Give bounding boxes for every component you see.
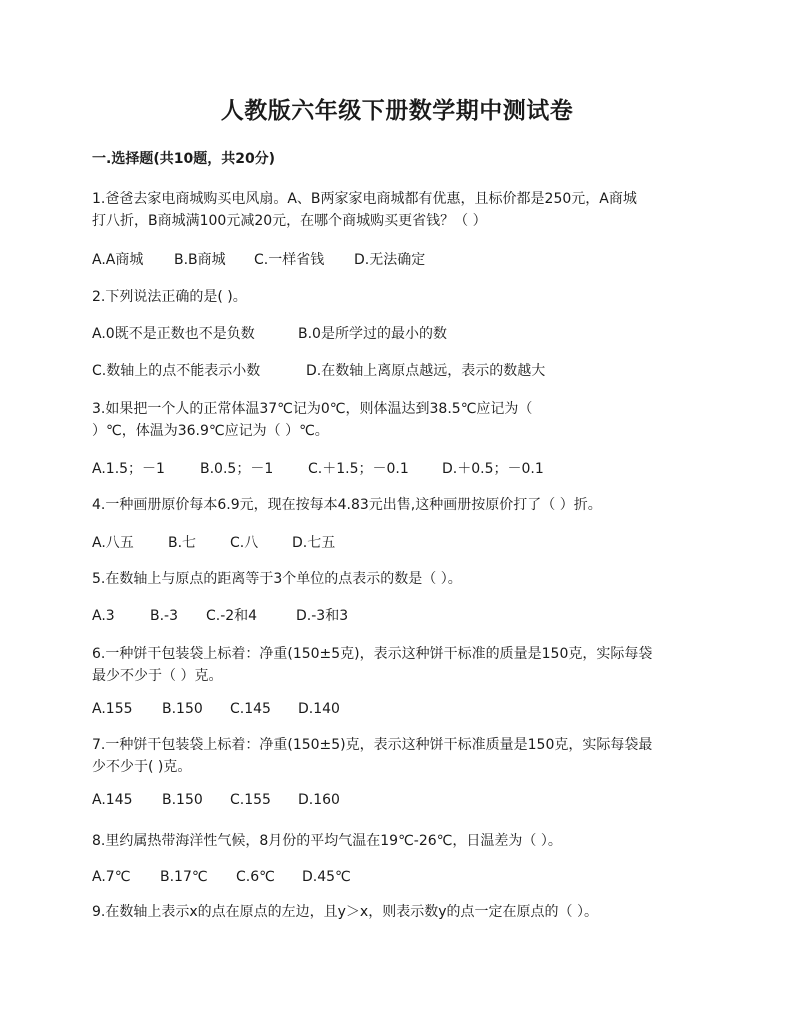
question-5-option-a: A.3 [92,608,115,624]
question-1-line-2: 打八折，B商城满100元减20元，在哪个商城购买更省钱？（ ） [92,213,487,229]
question-3-line-2: ）℃，体温为36.9℃应记为（ ）℃。 [92,423,329,439]
question-2-option-a: A.0既不是正数也不是负数 [92,326,255,342]
question-5-option-c: C.-2和4 [206,608,258,624]
question-3-option-c: C.＋1.5；－0.1 [308,461,409,477]
question-4-option-a: A.八五 [92,535,134,551]
question-7-options [92,789,340,811]
question-6-line-1: 6.一种饼干包装袋上标着：净重(150±5克)，表示这种饼干标准的质量是150克，实际每袋 [92,646,653,662]
question-3-option-a: A.1.5；－1 [92,461,165,477]
question-7-option-a: A.145 [92,792,133,808]
question-9-line-1: 9.在数轴上表示x的点在原点的左边，且y＞x，则表示数y的点一定在原点的（ ）。 [92,904,598,920]
question-4-line-1: 4.一种画册原价每本6.9元，现在按每本4.83元出售,这种画册按原价打了（ ）折。 [92,497,602,513]
question-5-line-1: 5.在数轴上与原点的距离等于3个单位的点表示的数是（ ）。 [92,571,462,587]
question-7-line-2: 少不少于( )克。 [92,759,192,775]
question-1-option-d: D.无法确定 [354,252,426,268]
question-7-line-1: 7.一种饼干包装袋上标着：净重(150±5)克，表示这种饼干标准质量是150克，实际每袋最 [92,737,653,753]
question-2-option-c: C.数轴上的点不能表示小数 [92,363,261,379]
page-title: 人教版六年级下册数学期中测试卷 [220,98,574,124]
question-8-option-c: C.6℃ [236,869,275,885]
question-1-option-c: C.一样省钱 [254,252,325,268]
question-4-option-d: D.七五 [292,535,336,551]
question-8-line-1: 8.里约属热带海洋性气候，8月份的平均气温在19℃-26℃，日温差为（ ）。 [92,833,562,849]
question-8-option-d: D.45℃ [302,869,351,885]
question-4-option-b: B.七 [168,535,197,551]
question-7-option-b: B.150 [162,792,203,808]
question-2-line-1: 2.下列说法正确的是( )。 [92,289,247,305]
question-3-option-b: B.0.5；－1 [200,461,274,477]
question-1-option-b: B.B商城 [174,252,226,268]
question-3-option-d: D.＋0.5；－0.1 [442,461,544,477]
question-8-options [92,866,351,888]
question-6-option-c: C.145 [230,701,271,717]
question-3-line-1: 3.如果把一个人的正常体温37℃记为0℃，则体温达到38.5℃应记为（ [92,401,533,417]
question-7-option-c: C.155 [230,792,271,808]
question-4-option-c: C.八 [230,535,259,551]
question-8-option-b: B.17℃ [160,869,208,885]
question-1-options [92,249,425,271]
question-5-option-b: B.-3 [150,608,179,624]
question-6-options [92,698,340,720]
question-2-options-row-2 [92,360,545,382]
question-6-line-2: 最少不少于（ ）克。 [92,668,223,684]
question-4-options [92,532,335,554]
question-2-option-b: B.0是所学过的最小的数 [298,326,447,342]
question-1-line-1: 1.爸爸去家电商城购买电风扇。A、B两家家电商城都有优惠，且标价都是250元，A商城 [92,191,637,207]
question-2-option-d: D.在数轴上离原点越远，表示的数越大 [306,363,546,379]
question-7-option-d: D.160 [298,792,340,808]
question-6-option-d: D.140 [298,701,340,717]
question-8-option-a: A.7℃ [92,869,131,885]
question-5-option-d: D.-3和3 [296,608,349,624]
section-heading: 一.选择题(共10题，共20分) [92,151,276,167]
question-3-options [92,458,544,480]
question-1-option-a: A.A商城 [92,252,144,268]
question-6-option-b: B.150 [162,701,203,717]
question-6-option-a: A.155 [92,701,133,717]
question-2-options-row-1 [92,323,447,345]
question-5-options [92,605,348,627]
